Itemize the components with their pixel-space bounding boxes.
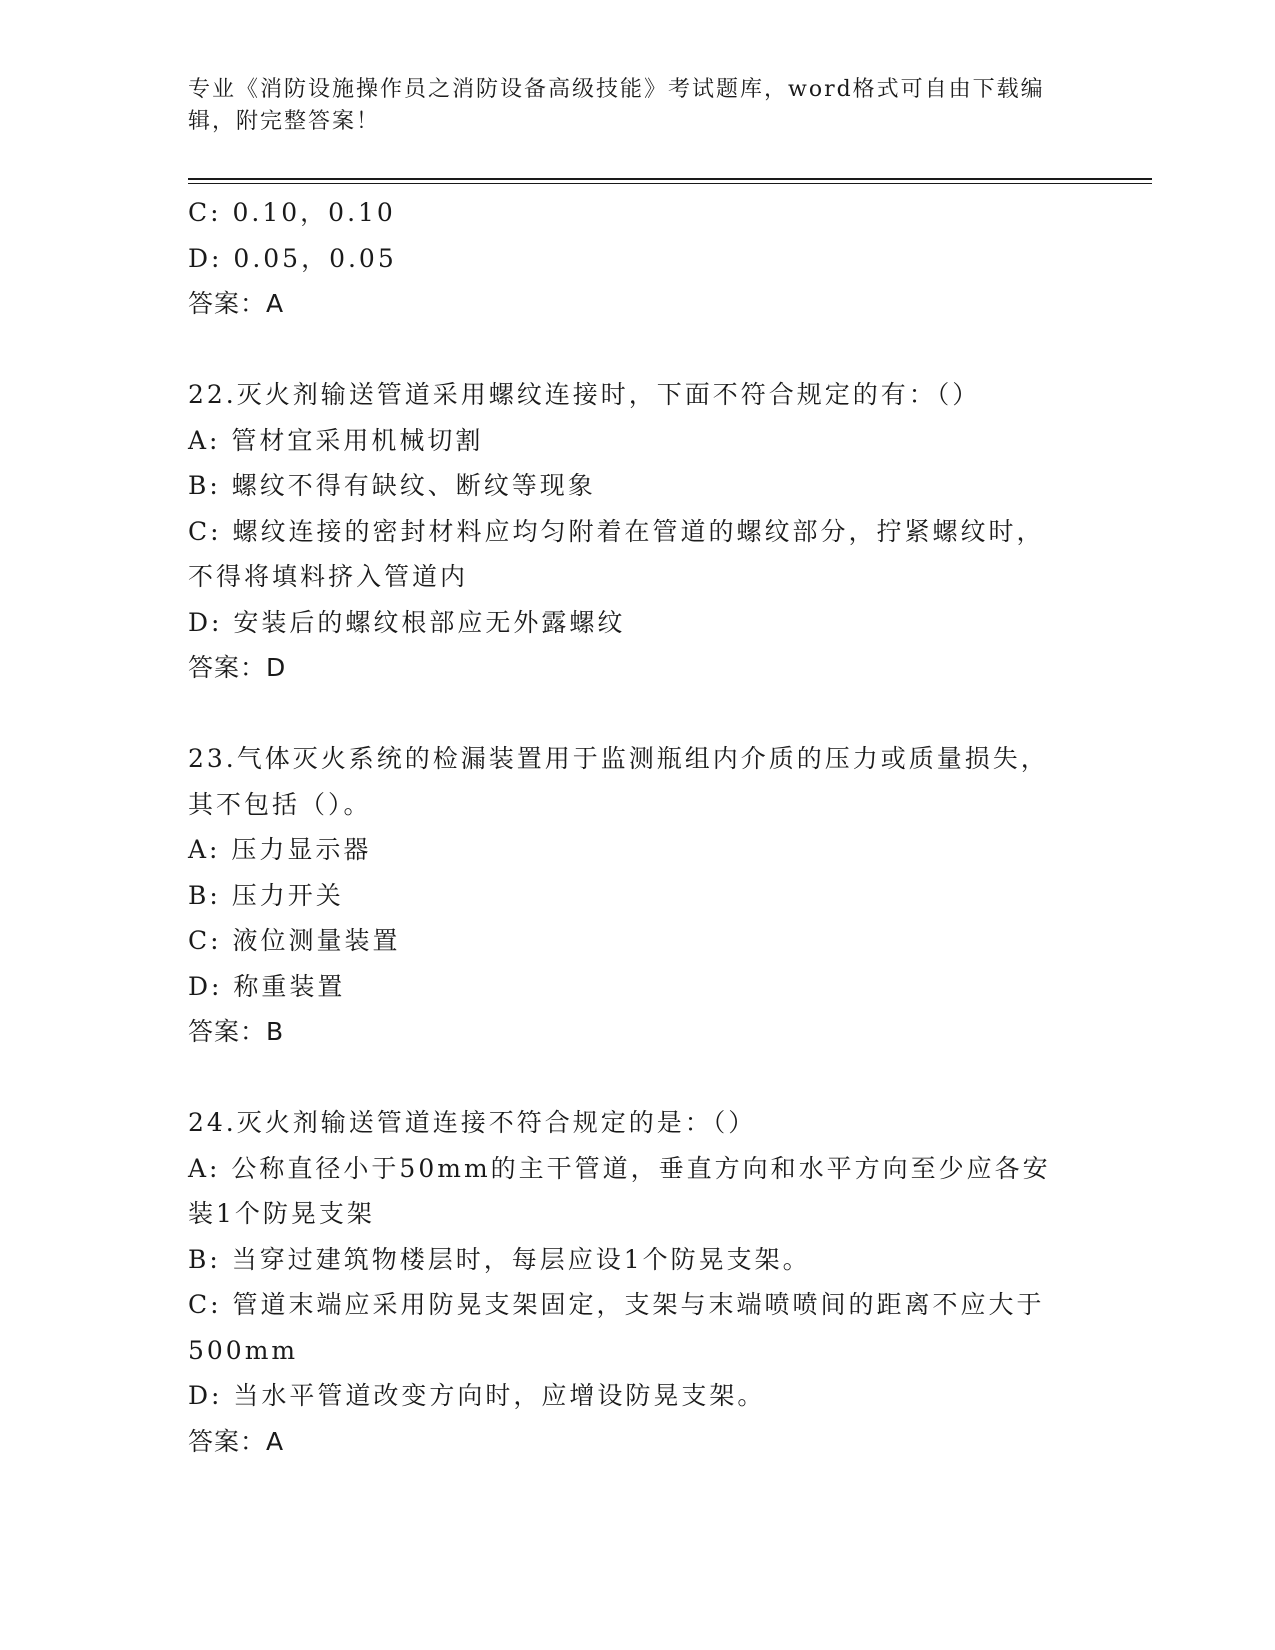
answer: 答案：A xyxy=(188,289,285,318)
question-content xyxy=(188,190,1088,1464)
spacer xyxy=(188,1055,1088,1101)
option-d: D: 称重装置 xyxy=(188,971,346,1001)
option-b: B: 压力开关 xyxy=(188,880,344,910)
page-header xyxy=(188,74,1068,138)
option-a: A: 公称直径小于50mm的主干管道，垂直方向和水平方向至少应各安 xyxy=(188,1153,1051,1183)
question-stem: 23.气体灭火系统的检漏装置用于监测瓶组内介质的压力或质量损失， xyxy=(188,744,1049,773)
question-stem-continued: 其不包括（）。 xyxy=(188,789,372,819)
option-c: C: 液位测量装置 xyxy=(188,926,401,955)
question-stem: 22.灭火剂输送管道采用螺纹连接时，下面不符合规定的有：（） xyxy=(188,380,981,409)
spacer xyxy=(188,691,1088,737)
option-c: C: 0.10，0.10 xyxy=(188,198,396,227)
option-d: D: 0.05，0.05 xyxy=(188,243,397,273)
option-c-continued: 不得将填料挤入管道内 xyxy=(188,562,469,591)
header-rule-thin xyxy=(188,183,1152,184)
option-a: A: 管材宜采用机械切割 xyxy=(188,425,484,455)
header-rule-thick xyxy=(188,178,1152,180)
question-stem: 24.灭火剂输送管道连接不符合规定的是：（） xyxy=(188,1108,757,1137)
answer: 答案：A xyxy=(188,1426,285,1456)
prev-question-block xyxy=(188,190,1088,327)
option-c-continued: 500mm xyxy=(188,1335,299,1365)
header-line-2: 辑，附完整答案！ xyxy=(188,109,381,134)
answer: 答案：D xyxy=(188,653,287,682)
question-24 xyxy=(188,1100,1088,1464)
option-d: D: 安装后的螺纹根部应无外露螺纹 xyxy=(188,607,626,637)
question-23 xyxy=(188,736,1088,1055)
option-b: B: 螺纹不得有缺纹、断纹等现象 xyxy=(188,471,596,500)
option-d: D: 当水平管道改变方向时，应增设防晃支架。 xyxy=(188,1381,766,1410)
option-c: C: 螺纹连接的密封材料应均匀附着在管道的螺纹部分，拧紧螺纹时， xyxy=(188,516,1045,546)
option-b: B: 当穿过建筑物楼层时，每层应设1个防晃支架。 xyxy=(188,1244,811,1274)
option-c: C: 管道末端应采用防晃支架固定，支架与末端喷喷间的距离不应大于 xyxy=(188,1290,1045,1319)
question-22 xyxy=(188,372,1088,691)
header-line-1: 专业《消防设施操作员之消防设备高级技能》考试题库，word格式可自由下载编 xyxy=(188,77,1045,102)
spacer xyxy=(188,327,1088,373)
option-a: A: 压力显示器 xyxy=(188,835,372,864)
option-a-continued: 装1个防晃支架 xyxy=(188,1199,375,1228)
answer: 答案：B xyxy=(188,1017,285,1046)
